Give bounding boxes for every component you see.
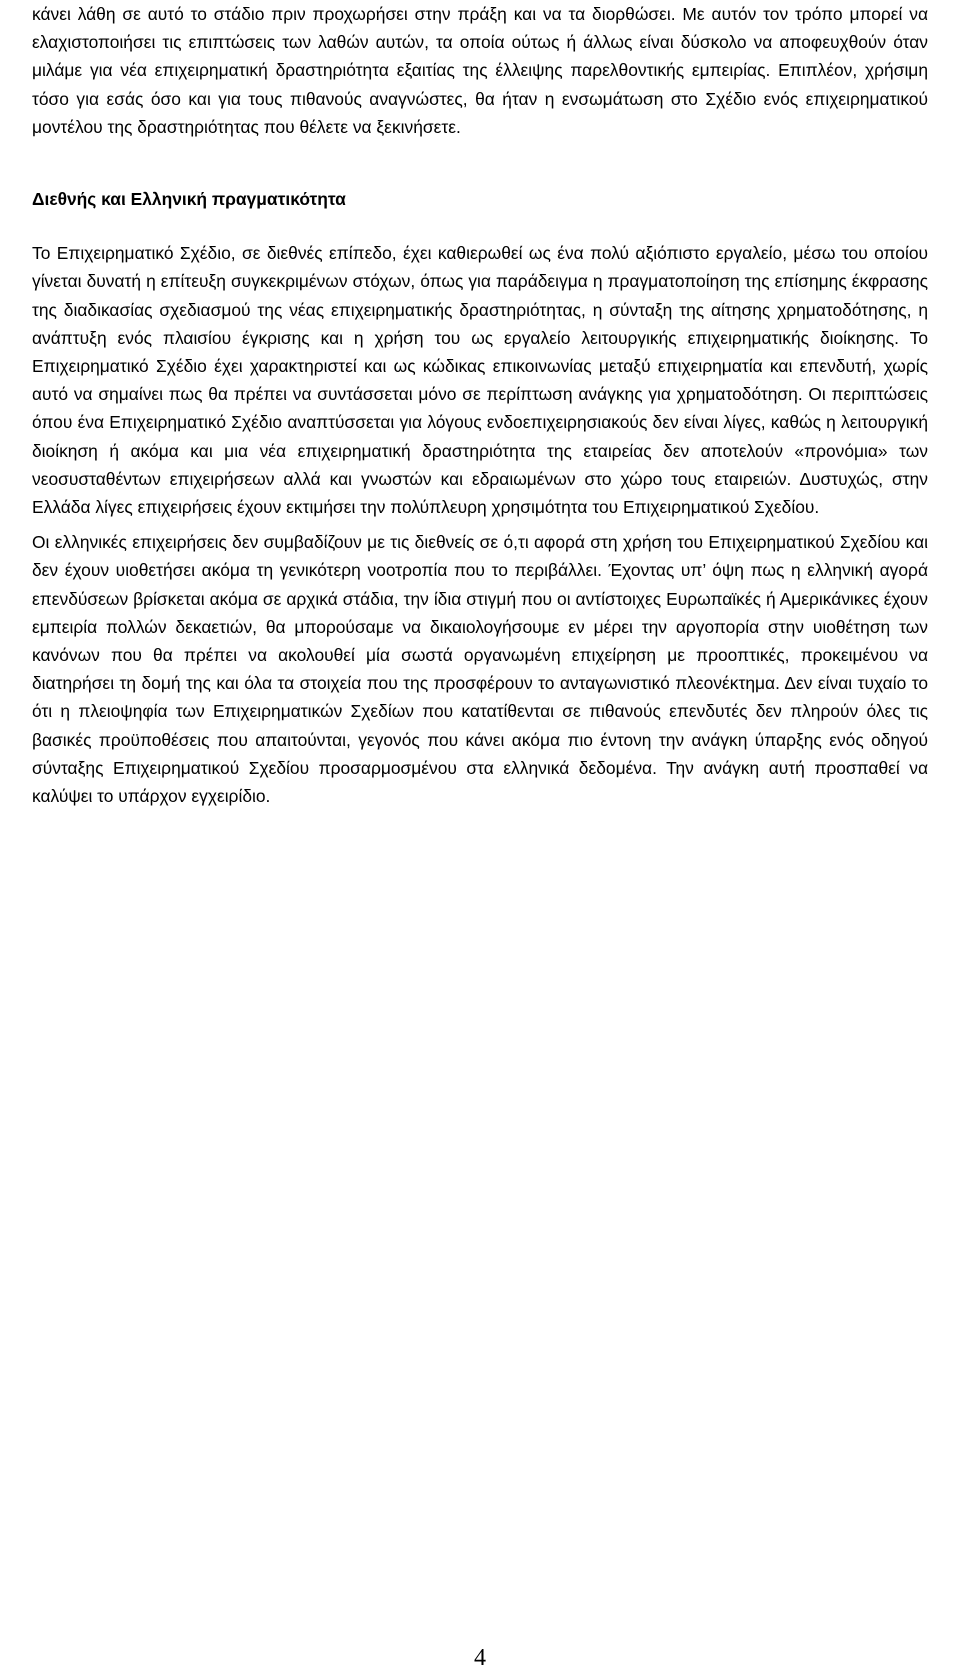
section-paragraph-1: Το Επιχειρηματικό Σχέδιο, σε διεθνές επίπεδο, έχει καθιερωθεί ως ένα πολύ αξιόπιστο εργαλείο, μέσω του οποίου γίνεται δυνατή η επίτευξη συγκεκριμένων στόχων, όπως για παράδειγμα η πραγματοποίηση της επίσημης έκφρασης της διαδικασίας σχεδιασμού της νέας επιχειρηματικής δραστηριότητας, η σύνταξη της αίτησης χρηματοδότησης, η ανάπτυξη ενός πλαισίου έγκρισης και η χρήση του ως εργαλείο λειτουργικής επιχειρηματικής διοίκησης. Το Επιχειρηματικό Σχέδιο έχει χαρακτηριστεί και ως κώδικας επικοινωνίας μεταξύ επιχειρηματία και επενδυτή, χωρίς αυτό να σημαίνει πως θα πρέπει να συντάσσεται μόνο σε περίπτωση ανάγκης για χρηματοδότηση. Οι περιπτώσεις όπου ένα Επιχειρηματικό Σχέδιο αναπτύσσεται για λόγους ενδοεπιχειρησιακούς δεν είναι λίγες, καθώς η λειτουργική διοίκηση ή ακόμα και μια νέα επιχειρηματική δραστηριότητα της εταιρείας δεν αποτελούν «προνόμια» των νεοσυσταθέντων επιχειρήσεων αλλά και γνωστών και εδραιωμένων στο χώρο τους εταιρειών. Δυστυχώς, στην Ελλάδα λίγες επιχειρήσεις έχουν εκτιμήσει την πολύπλευρη χρησιμότητα του Επιχειρηματικού Σχεδίου.: [32, 243, 928, 518]
section-paragraph-2: Οι ελληνικές επιχειρήσεις δεν συμβαδίζουν με τις διεθνείς σε ό,τι αφορά στη χρήση του Επιχειρηματικού Σχεδίου και δεν έχουν υιοθετήσει ακόμα τη γενικότερη νοοτροπία που το περιβάλλει. Έχοντας υπ’ όψη πως η ελληνική αγορά επενδύσεων βρίσκεται ακόμα σε αρχικά στάδια, την ίδια στιγμή που οι αντίστοιχες Ευρωπαϊκές ή Αμερικάνικες έχουν εμπειρία πολλών δεκαετιών, θα μπορούσαμε να δικαιολογήσουμε εν μέρει την αργοπορία στην υιοθέτηση των κανόνων που θα πρέπει να ακολουθεί μία σωστά οργανωμένη επιχείρηση με προοπτικές, προκειμένου να διατηρήσει τη δομή της και όλα τα στοιχεία που της προσφέρουν το ανταγωνιστικό πλεονέκτημα. Δεν είναι τυχαίο το ότι η πλειοψηφία των Επιχειρηματικών Σχεδίων που κατατίθενται σε πιθανούς επενδυτές δεν πληρούν όλες τις βασικές προϋποθέσεις που απαιτούνται, γεγονός που κάνει ακόμα πιο έντονη την ανάγκη ύπαρξης ενός οδηγού σύνταξης Επιχειρηματικού Σχεδίου προσαρμοσμένου στα ελληνικά δεδομένα. Την ανάγκη αυτή προσπαθεί να καλύψει το υπάρχον εγχειρίδιο.: [32, 532, 928, 807]
intro-paragraph: κάνει λάθη σε αυτό το στάδιο πριν προχωρήσει στην πράξη και να τα διορθώσει. Με αυτόν τον τρόπο μπορεί να ελαχιστοποιήσει τις επιπτώσεις των λαθών αυτών, τα οποία ούτως ή άλλως είναι δύσκολο να αποφευχθούν όταν μιλάμε για νέα επιχειρηματική δραστηριότητα εξαιτίας της έλλειψης παρελθοντικής εμπειρίας. Επιπλέον, χρήσιμη τόσο για εσάς όσο και για τους πιθανούς αναγνώστες, θα ήταν η ενσωμάτωση στο Σχέδιο ενός επιχειρηματικού μοντέλου της δραστηριότητας που θέλετε να ξεκινήσετε.: [32, 4, 928, 137]
section-heading: Διεθνής και Ελληνική πραγματικότητα: [32, 189, 346, 210]
page-number: 4: [474, 1645, 486, 1671]
spacer: [32, 521, 928, 528]
spacer: [32, 141, 928, 185]
spacer: [32, 213, 928, 239]
document-body: [32, 0, 928, 810]
